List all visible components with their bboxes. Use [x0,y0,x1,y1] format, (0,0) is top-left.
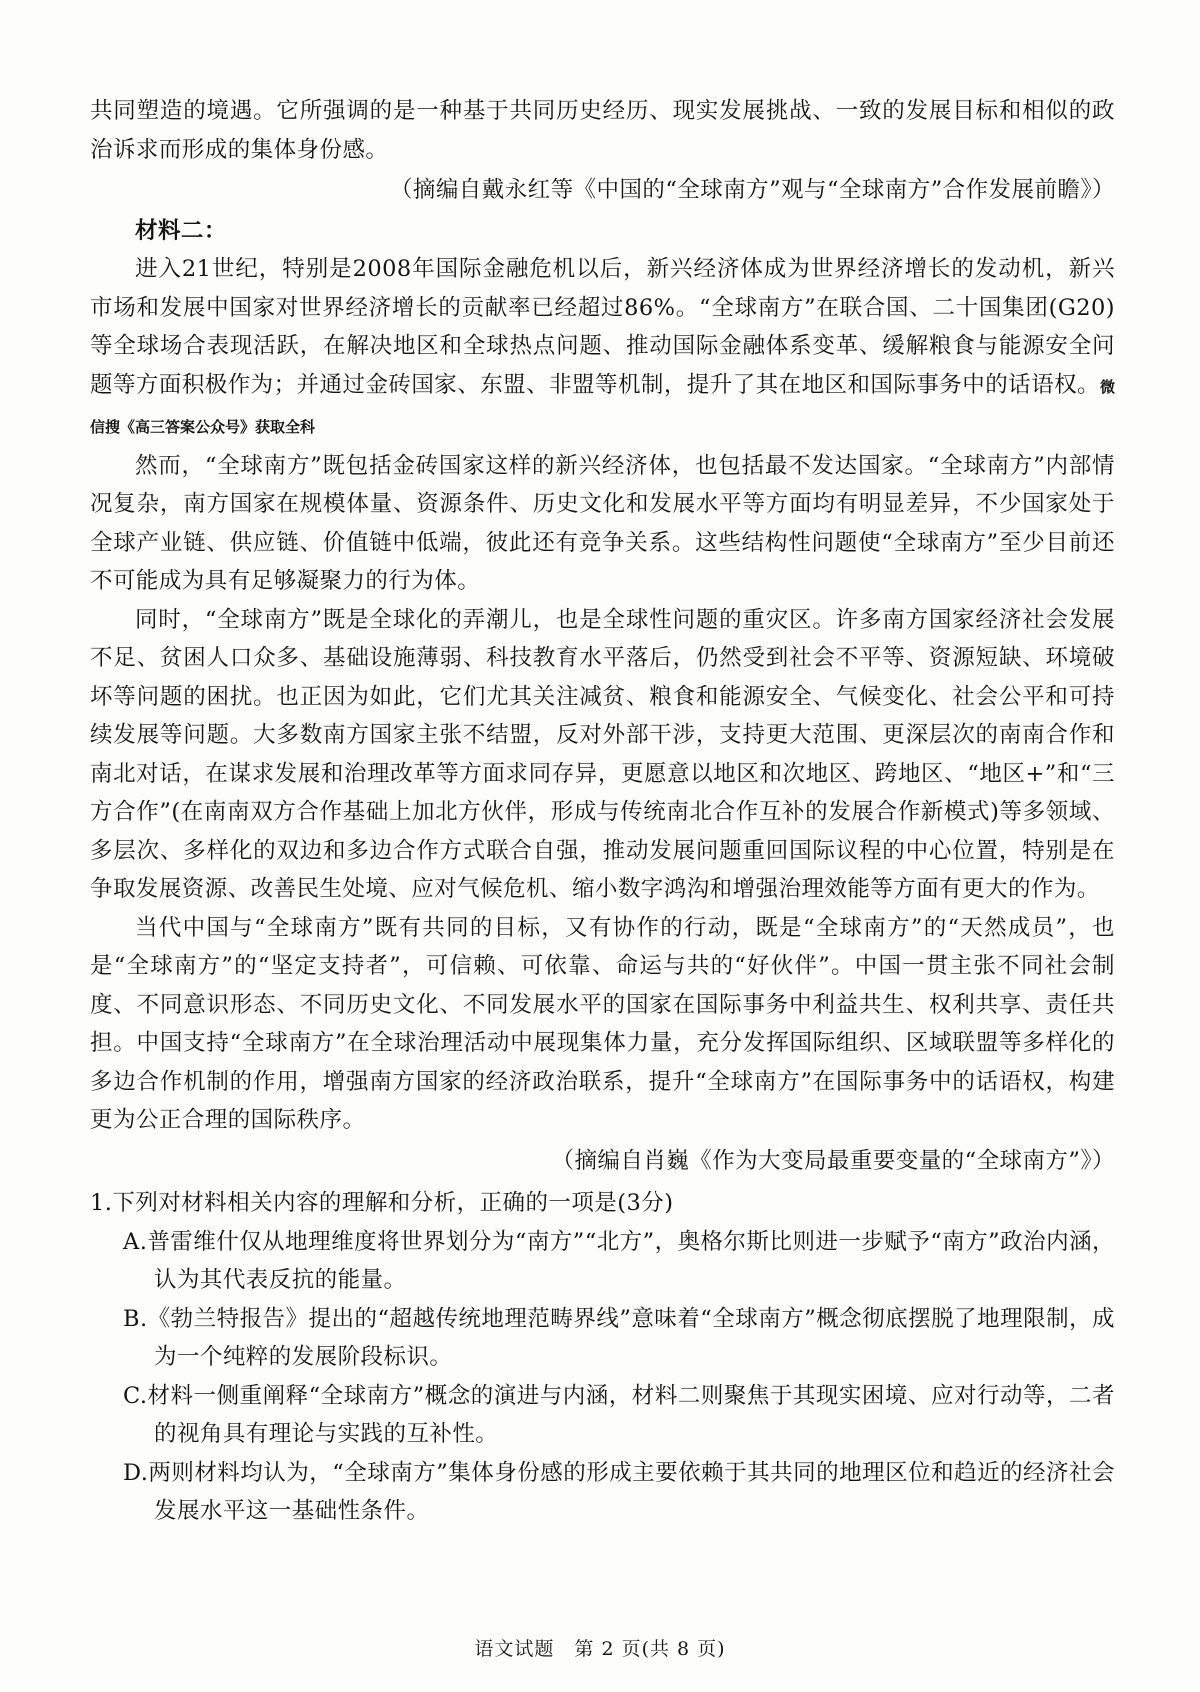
question-1-stem: 1.下列对材料相关内容的理解和分析，正确的一项是(3分) [90,1190,674,1216]
question-1-option-d: D.两则材料均认为，“全球南方”集体身份感的形成主要依赖于其共同的地理区位和趋近的经济社会发展水平这一基础性条件。 [123,1459,1115,1524]
citation-1: （摘编自戴永红等《中国的“全球南方”观与“全球南方”合作发展前瞻》） [389,177,1115,203]
material-2-paragraph-2: 然而，“全球南方”既包括金砖国家这样的新兴经济体，也包括最不发达国家。“全球南方”内部情况复杂，南方国家在规模体量、资源条件、历史文化和发展水平等方面均有明显差异，不少国家处于全球产业链、供应链、价值链中低端，彼此还有竞争关系。这些结构性问题使“全球南方”至少目前还不可能成为具有足够凝聚力的行为体。 [90,452,1115,594]
question-1-option-b: B.《勃兰特报告》提出的“超越传统地理范畴界线”意味着“全球南方”概念彻底摆脱了地理限制，成为一个纯粹的发展阶段标识。 [123,1305,1115,1370]
page-content [90,92,1115,1531]
material-2-paragraph-4: 当代中国与“全球南方”既有共同的目标，又有协作的行动，既是“全球南方”的“天然成员”，也是“全球南方”的“坚定支持者”，可信赖、可依靠、命运与共的“好伙伴”。中国一贯主张不同社会制度、不同意识形态、不同历史文化、不同发展水平的国家在国际事务中利益共生、权利共享、责任共担。中国支持“全球南方”在全球治理活动中展现集体力量，充分发挥国际组织、区域联盟等多样化的多边合作机制的作用，增强南方国家的经济政治联系，提升“全球南方”在国际事务中的话语权，构建更为公正合理的国际秩序。 [90,914,1115,1133]
page-footer: 语文试题 第 2 页(共 8 页) [474,1638,726,1660]
wechat-note: 微信搜《高三答案公众号》获取全科 [90,377,1115,436]
question-1-option-a: A.普雷维什仅从地理维度将世界划分为“南方”“北方”，奥格尔斯比则进一步赋予“南方”政治内涵，认为其代表反抗的能量。 [123,1228,1115,1293]
citation-2: （摘编自肖巍《作为大变局最重要变量的“全球南方”》） [551,1147,1115,1174]
material-2-paragraph-1 [90,250,1115,447]
question-1-option-c: C.材料一侧重阐释“全球南方”概念的演进与内涵，材料二则聚焦于其现实困境、应对行动等，二者的视角具有理论与实践的互补性。 [123,1382,1115,1447]
material-2-heading: 材料二： [135,217,227,244]
material-2-paragraph-3: 同时，“全球南方”既是全球化的弄潮儿，也是全球性问题的重灾区。许多南方国家经济社会发展不足、贫困人口众多、基础设施薄弱、科技教育水平落后，仍然受到社会不平等、资源短缺、环境破坏等问题的困扰。也正因为如此，它们尤其关注减贫、粮食和能源安全、气候变化、社会公平和可持续发展等问题。大多数南方国家主张不结盟，反对外部干涉，支持更大范围、更深层次的南南合作和南北对话，在谋求发展和治理改革等方面求同存异，更愿意以地区和次地区、跨地区、“地区+”和“三方合作”(在南南双方合作基础上加北方伙伴，形成与传统南北合作互补的发展合作新模式)等多领域、多层次、多样化的双边和多边合作方式联合自强，推动发展问题重回国际议程的中心位置，特别是在争取发展资源、改善民生处境、应对气候危机、缩小数字鸿沟和增强治理效能等方面有更大的作为。 [90,606,1115,902]
paragraph-1-text: 进入21世纪，特别是2008年国际金融危机以后，新兴经济体成为世界经济增长的发动机，新兴市场和发展中国家对世界经济增长的贡献率已经超过86%。“全球南方”在联合国、二十国集团(G20)等全球场合表现活跃，在解决地区和全球热点问题、推动国际金融体系变革、缓解粮食与能源安全问题等方面积极作为；并通过金砖国家、东盟、非盟等机制，提升了其在地区和国际事务中的话语权。 [90,256,1115,398]
intro-paragraph: 共同塑造的境遇。它所强调的是一种基于共同历史经历、现实发展挑战、一致的发展目标和相似的政治诉求而形成的集体身份感。 [90,98,1115,163]
